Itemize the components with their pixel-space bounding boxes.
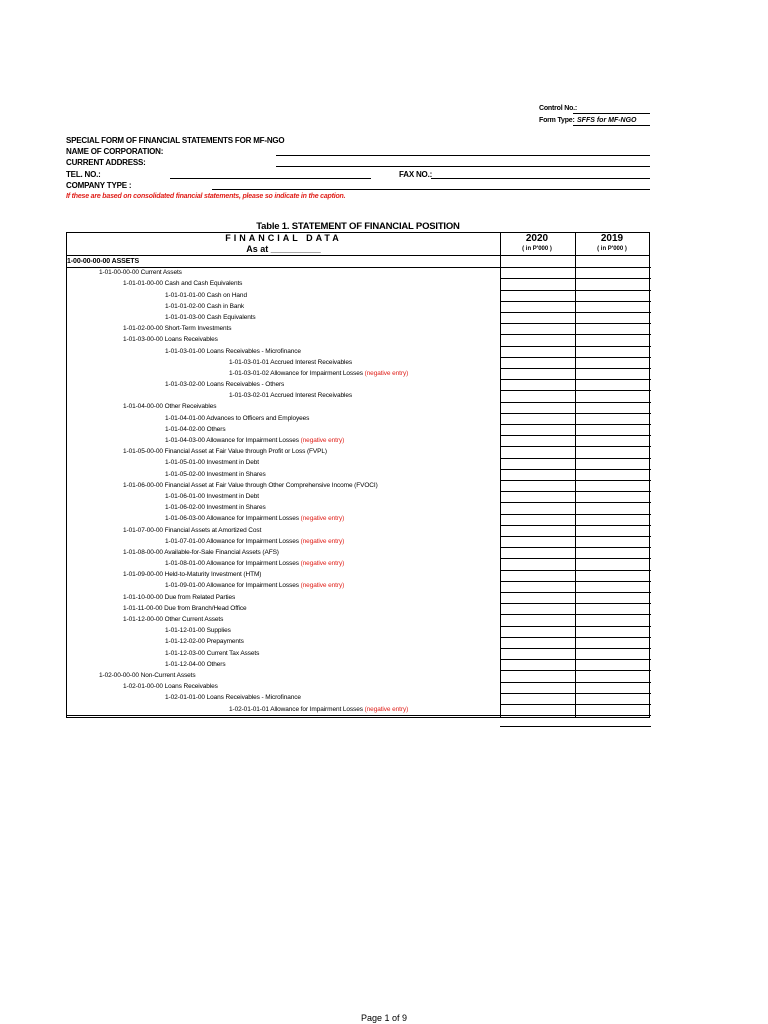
row-label: 1-01-06-02-00 Investment in Shares xyxy=(165,504,266,512)
row-divider xyxy=(500,390,651,391)
table-row xyxy=(67,592,500,603)
table-row xyxy=(67,334,500,345)
row-divider xyxy=(500,648,651,649)
form-type-label: Form Type: xyxy=(539,117,575,124)
table-row xyxy=(67,312,500,323)
tel-no-field[interactable] xyxy=(170,178,371,179)
row-label: 1-01-00-00-00 Current Assets xyxy=(99,269,182,277)
table-row xyxy=(67,435,500,446)
row-divider xyxy=(500,558,651,559)
row-divider xyxy=(500,402,651,403)
row-divider xyxy=(500,581,651,582)
row-divider xyxy=(500,301,651,302)
table-row xyxy=(67,357,500,368)
row-divider xyxy=(500,413,651,414)
row-divider xyxy=(500,570,651,571)
table-row xyxy=(67,480,500,491)
row-divider xyxy=(500,357,651,358)
row-divider xyxy=(67,267,651,268)
table-row xyxy=(67,413,500,424)
table-row xyxy=(67,536,500,547)
table-row xyxy=(67,659,500,670)
row-divider xyxy=(500,435,651,436)
table-row xyxy=(67,569,500,580)
table-row xyxy=(67,346,500,357)
table-row xyxy=(67,513,500,524)
row-label: 1-02-00-00-00 Non-Current Assets xyxy=(99,671,196,679)
row-divider xyxy=(500,659,651,660)
financial-data-heading: FINANCIAL DATA xyxy=(225,233,342,243)
row-label: 1-02-01-01-01 Allowance for Impairment Losses xyxy=(229,705,365,713)
negative-entry-note: (negative entry) xyxy=(364,705,409,713)
table-row xyxy=(67,547,500,558)
row-label: 1-00-00-00-00 ASSETS xyxy=(67,258,140,265)
page-number: Page 1 of 9 xyxy=(360,1013,408,1023)
row-label: 1-01-08-00-00 Available-for-Sale Financial Assets (AFS) xyxy=(123,548,279,556)
table-row xyxy=(67,580,500,591)
row-label: 1-01-01-00-00 Cash and Cash Equivalents xyxy=(123,280,243,288)
row-divider xyxy=(500,334,651,335)
row-label: 1-01-03-00-00 Loans Receivables xyxy=(123,336,218,344)
negative-entry-note: (negative entry) xyxy=(300,437,345,444)
row-divider xyxy=(500,458,651,459)
row-label: 1-01-12-03-00 Current Tax Assets xyxy=(165,649,260,657)
row-label: 1-02-01-01-00 Loans Receivables - Microfinance xyxy=(165,694,301,702)
row-label: 1-01-10-00-00 Due from Related Parties xyxy=(123,593,236,601)
table-row xyxy=(67,704,500,715)
column-divider-2020 xyxy=(500,233,501,717)
row-divider xyxy=(500,614,651,615)
row-divider xyxy=(500,626,651,627)
row-label: 1-01-03-01-02 Allowance for Impairment Losses xyxy=(229,369,365,377)
table-row xyxy=(67,390,500,401)
form-type-value: SFFS for MF-NGO xyxy=(577,117,637,124)
row-label: 1-01-06-03-00 Allowance for Impairment Losses xyxy=(165,515,301,523)
row-divider xyxy=(500,290,651,291)
row-divider xyxy=(500,446,651,447)
fax-no-field[interactable] xyxy=(431,178,650,179)
control-no-field[interactable] xyxy=(573,113,650,114)
row-label: 1-01-06-01-00 Investment in Debt xyxy=(165,492,259,500)
row-divider xyxy=(500,379,651,380)
unit-2019-header: ( in P'000 ) xyxy=(597,246,627,252)
tel-no-label: TEL. NO.: xyxy=(66,170,101,179)
financial-position-table xyxy=(66,232,650,718)
row-label: 1-01-04-03-00 Allowance for Impairment Losses xyxy=(165,437,301,444)
name-of-corporation-label: NAME OF CORPORATION: xyxy=(66,147,164,156)
row-divider xyxy=(500,693,651,694)
table-row xyxy=(67,290,500,301)
table-row xyxy=(67,681,500,692)
row-label: 1-01-12-02-00 Prepayments xyxy=(165,638,244,646)
negative-entry-note: (negative entry) xyxy=(300,537,345,545)
row-label: 1-01-05-02-00 Investment in Shares xyxy=(165,470,266,478)
row-label: 1-01-05-00-00 Financial Asset at Fair Value through Profit or Loss (FVPL) xyxy=(123,448,327,456)
row-divider xyxy=(500,603,651,604)
row-divider xyxy=(500,704,651,705)
row-label: 1-01-07-00-00 Financial Assets at Amortized Cost xyxy=(123,526,262,534)
table-row xyxy=(67,368,500,379)
table-row xyxy=(67,446,500,457)
form-title: SPECIAL FORM OF FINANCIAL STATEMENTS FOR MF-NGO xyxy=(66,136,285,145)
row-divider xyxy=(500,502,651,503)
table-row xyxy=(67,278,500,289)
row-label: 1-01-09-01-00 Allowance for Impairment Losses xyxy=(165,582,301,590)
name-of-corporation-field[interactable] xyxy=(276,155,650,156)
table-row xyxy=(67,401,500,412)
table-row xyxy=(67,267,500,278)
row-label: 1-01-09-00-00 Held-to-Maturity Investment (HTM) xyxy=(123,571,262,579)
table-row xyxy=(67,525,500,536)
control-no-label: Control No.: xyxy=(539,105,578,112)
row-label: 1-01-01-01-00 Cash on Hand xyxy=(165,291,247,299)
row-label: 1-01-02-00-00 Short-Term Investments xyxy=(123,325,232,333)
fax-no-label: FAX NO.: xyxy=(399,170,433,179)
negative-entry-note: (negative entry) xyxy=(300,515,345,523)
table-row xyxy=(67,648,500,659)
table-row xyxy=(67,379,500,390)
table-rows xyxy=(67,256,500,726)
table-row xyxy=(67,301,500,312)
row-label: 1-01-03-01-00 Loans Receivables - Microfinance xyxy=(165,347,301,355)
row-label: 1-01-12-00-00 Other Current Assets xyxy=(123,616,224,623)
row-divider xyxy=(500,312,651,313)
table-row xyxy=(67,614,500,625)
row-label: 1-01-06-00-00 Financial Asset at Fair Value through Other Comprehensive Income (FVOCI) xyxy=(123,481,378,489)
row-divider xyxy=(500,682,651,683)
row-divider xyxy=(500,726,651,727)
table-row xyxy=(67,256,500,267)
current-address-label: CURRENT ADDRESS: xyxy=(66,158,146,167)
row-divider xyxy=(500,424,651,425)
table-row xyxy=(67,603,500,614)
row-divider xyxy=(500,637,651,638)
table-row xyxy=(67,424,500,435)
company-type-label: COMPANY TYPE : xyxy=(66,181,132,190)
row-label: 1-01-04-00-00 Other Receivables xyxy=(123,403,217,411)
row-divider xyxy=(500,346,651,347)
row-divider xyxy=(500,469,651,470)
row-divider xyxy=(500,491,651,492)
table-row xyxy=(67,502,500,513)
negative-entry-note: (negative entry) xyxy=(300,582,345,590)
row-label: 1-01-04-01-00 Advances to Officers and Employees xyxy=(165,414,310,422)
row-divider xyxy=(500,592,651,593)
negative-entry-note: (negative entry) xyxy=(364,369,409,377)
consolidated-note: If these are based on consolidated financial statements, please so indicate in the caption. xyxy=(66,193,346,200)
table-row xyxy=(67,670,500,681)
form-type-underline xyxy=(573,125,650,126)
negative-entry-note: (negative entry) xyxy=(300,560,345,568)
company-type-field[interactable] xyxy=(212,189,650,190)
year-2020-header: 2020 xyxy=(525,233,549,244)
row-label: 1-01-03-02-00 Loans Receivables - Others xyxy=(165,381,285,389)
row-label: 1-01-04-02-00 Others xyxy=(165,425,226,433)
last-row-divider xyxy=(67,715,651,716)
row-label: 1-01-01-02-00 Cash in Bank xyxy=(165,302,245,310)
table-title: Table 1. STATEMENT OF FINANCIAL POSITION xyxy=(256,221,460,232)
row-label: 1-01-08-01-00 Allowance for Impairment Losses xyxy=(165,560,301,568)
table-row xyxy=(67,625,500,636)
table-row xyxy=(67,491,500,502)
table-row xyxy=(67,636,500,647)
row-divider xyxy=(500,547,651,548)
row-divider xyxy=(500,278,651,279)
year-2019-header: 2019 xyxy=(600,233,624,244)
table-row xyxy=(67,715,500,726)
unit-2020-header: ( in P'000 ) xyxy=(522,246,552,252)
row-label: 1-01-03-01-01 Accrued Interest Receivables xyxy=(229,358,352,366)
current-address-field[interactable] xyxy=(276,166,650,167)
table-row xyxy=(67,323,500,334)
table-row xyxy=(67,457,500,468)
row-label: 1-02-01-00-00 Loans Receivables xyxy=(123,683,218,691)
as-at-label: As at __________ xyxy=(246,244,321,254)
row-divider xyxy=(500,536,651,537)
column-divider-2019 xyxy=(575,233,576,717)
row-label: 1-01-05-01-00 Investment in Debt xyxy=(165,459,259,467)
row-label: 1-01-11-00-00 Due from Branch/Head Office xyxy=(123,604,247,612)
row-divider xyxy=(500,525,651,526)
row-divider xyxy=(500,514,651,515)
table-row xyxy=(67,469,500,480)
row-label: 1-01-07-01-00 Allowance for Impairment Losses xyxy=(165,537,301,545)
table-row xyxy=(67,692,500,703)
row-label: 1-01-01-03-00 Cash Equivalents xyxy=(165,313,256,321)
row-divider xyxy=(500,368,651,369)
row-label: 1-01-03-02-01 Accrued Interest Receivables xyxy=(229,392,352,400)
row-divider xyxy=(500,670,651,671)
row-label: 1-01-12-04-00 Others xyxy=(165,660,226,668)
row-label: 1-01-12-01-00 Supplies xyxy=(165,627,231,635)
table-row xyxy=(67,558,500,569)
row-divider xyxy=(500,323,651,324)
row-divider xyxy=(500,480,651,481)
